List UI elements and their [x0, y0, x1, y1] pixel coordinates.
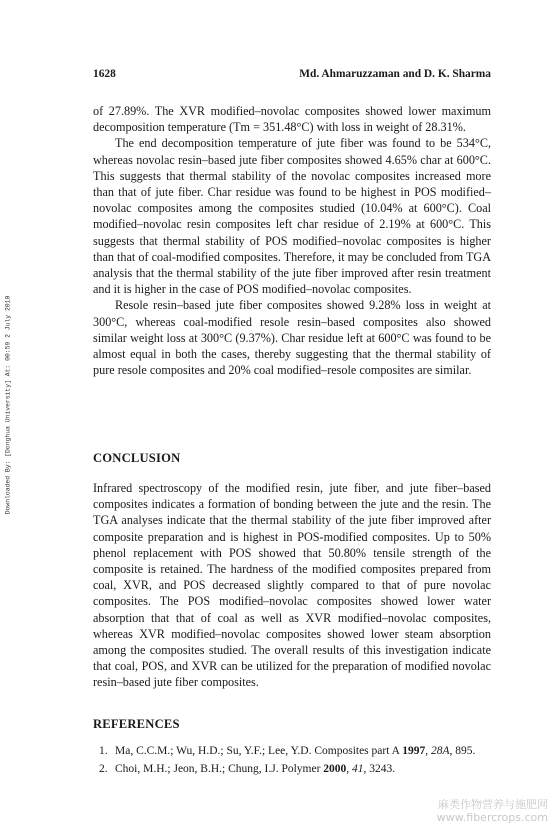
reference-year: 2000 — [323, 763, 347, 775]
reference-pages: , 3243. — [363, 763, 396, 775]
paragraph-tga-xvr: of 27.89%. The XVR modified–novolac composites showed lower maximum decomposition temperature (Tm = 351.48°C) with loss in weight of 28.31%. — [93, 104, 491, 135]
conclusion-section — [93, 480, 491, 691]
page-number: 1628 — [93, 68, 116, 80]
conclusion-paragraph: Infrared spectroscopy of the modified resin, jute fiber, and jute fiber–based composites indicates a formation of bonding between the jute and the resin. The TGA analyses indicate that the thermal stability of the jute fiber improved after composite preparation and is highest in POS-modified composites. Up to 50% phenol replacement with POS showed that 50.80% tensile strength of the composite is retained. The hardness of the modified composites prepared from coal, XVR, and POS decreased slightly compared to that of pure novolac composites. The POS modified–novolac composites showed lower water absorption that that of coal as well as XVR modified–novolac composites, whereas XVR modified–novolac composites showed lower steam absorption among the composites studied. The overall results of this investigation indicate that coal, POS, and XVR can be utilized for the preparation of modified novolac resin–based jute fiber composites. — [93, 481, 491, 690]
download-sidebar — [0, 0, 16, 828]
reference-number: 1. — [99, 745, 108, 757]
reference-volume: 28A — [430, 745, 450, 757]
reference-year: 1997 — [402, 745, 426, 757]
reference-number: 2. — [99, 763, 108, 775]
download-notice: Downloaded By: [Donghua University] At: 00:59 2 July 2010 — [4, 295, 12, 515]
watermark-url: www.fibercrops.com — [436, 811, 548, 824]
watermark-chinese: 麻类作物营养与施肥网 — [438, 798, 548, 811]
paragraph-resole: Resole resin–based jute fiber composites showed 9.28% loss in weight at 300°C, whereas coal-modified resole resin–based composites also showed similar weight loss at 300°C (9.37%). Char residue left at 600°C was found to be almost equal in both the cases, thereby suggesting that the thermal stability of pure resole composites and 20% coal modified–resole composites are similar. — [93, 298, 491, 378]
reference-authors: Ma, C.C.M.; Wu, H.D.; Su, Y.F.; Lee, Y.D. Composites part A — [115, 745, 403, 757]
reference-pages: , 895. — [449, 745, 476, 757]
reference-item — [93, 744, 491, 759]
reference-list — [93, 744, 491, 780]
site-watermark — [437, 798, 548, 824]
results-section — [93, 103, 491, 378]
reference-item — [93, 762, 491, 777]
reference-volume: 41 — [352, 763, 364, 775]
paragraph-end-decomposition: The end decomposition temperature of jute fiber was found to be 534°C, whereas novolac resin–based jute fiber composites showed 4.65% char at 600°C. This suggests that thermal stability of the novolac composites increased more than that of jute fiber. Char residue was found to be highest in POS modified–novolac composites among the composites studied (10.04% at 600°C). Coal modified–novolac resin composites left char residue of 2.19% at 600°C. This suggests that thermal stability of POS modified–novolac composites is higher than that of coal-modified composites. Therefore, it may be concluded from TGA analysis that the thermal stability of the jute fiber improved after resin treatment and it is higher in the case of POS modified–novolac composites. — [93, 136, 491, 297]
running-authors: Md. Ahmaruzzaman and D. K. Sharma — [299, 68, 491, 80]
references-heading: REFERENCES — [93, 717, 180, 731]
reference-separator: , — [346, 763, 353, 775]
reference-separator: , — [425, 745, 431, 757]
reference-authors: Choi, M.H.; Jeon, B.H.; Chung, I.J. Polymer — [115, 763, 324, 775]
conclusion-heading: CONCLUSION — [93, 451, 181, 465]
